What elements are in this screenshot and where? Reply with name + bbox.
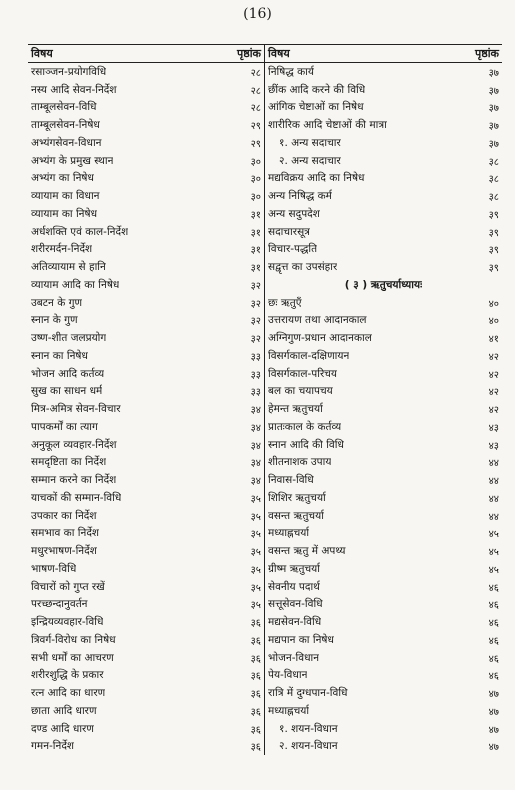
toc-entry — [265, 596, 502, 614]
entry-page: ४७ — [488, 724, 499, 736]
toc-entry — [28, 649, 264, 667]
entry-page: ३६ — [250, 724, 261, 736]
toc-entry — [28, 294, 264, 312]
toc-entry — [265, 294, 502, 312]
entry-page: ४२ — [488, 405, 499, 417]
entry-title: वसन्त ऋतुचर्या — [268, 509, 324, 522]
entry-page: ४३ — [488, 440, 499, 452]
toc-entry — [265, 418, 502, 436]
entry-page: ३६ — [250, 689, 261, 701]
entry-title: रसाञ्जन-प्रयोगविधि — [31, 65, 107, 78]
entry-page: ३९ — [488, 245, 499, 257]
entry-title: हेमन्त ऋतुचर्या — [268, 403, 323, 416]
entry-title: नस्य आदि सेवन-निर्देश — [31, 83, 117, 96]
entry-title: आंगिक चेष्टाओं का निषेध — [268, 101, 364, 114]
toc-entry — [265, 471, 502, 489]
toc-entry — [28, 347, 264, 365]
entry-page: ३७ — [488, 103, 499, 115]
toc-entry — [28, 542, 264, 560]
entry-page: ३६ — [250, 706, 261, 718]
toc-entry — [28, 684, 264, 702]
entry-title: छींक आदि करने की विधि — [268, 83, 366, 96]
entry-title: अभ्यंगसेवन-विधान — [31, 136, 102, 149]
toc-entry — [28, 525, 264, 543]
toc-entry — [265, 684, 502, 702]
entry-title: व्यायाम का निषेध — [31, 207, 98, 220]
entry-title: अतिव्यायाम से हानि — [31, 261, 106, 274]
toc-entry — [265, 542, 502, 560]
entry-page: ३२ — [250, 316, 261, 328]
entry-page: ३० — [250, 192, 261, 204]
entry-title: वसन्त ऋतु में अपथ्य — [268, 545, 346, 558]
entry-page: ३५ — [250, 582, 261, 594]
toc-entry — [28, 418, 264, 436]
entry-title: सेवनीय पदार्थ — [268, 580, 320, 593]
toc-entry — [28, 276, 264, 294]
entry-title: ( ३ ) ऋतुचर्याध्यायः — [344, 278, 423, 291]
toc-entry — [265, 134, 502, 152]
entry-page: ४१ — [488, 334, 499, 346]
entry-title: मद्यसेवन-विधि — [268, 616, 322, 629]
toc-entry — [265, 507, 502, 525]
entry-title: निषिद्ध कार्य — [268, 65, 314, 78]
toc-entry — [28, 454, 264, 472]
entry-title: सम्मान करने का निर्देश — [31, 474, 117, 487]
entry-title: ताम्बूलसेवन-निषेध — [31, 119, 100, 132]
entry-page: ३५ — [250, 547, 261, 559]
entry-page: ३३ — [250, 369, 261, 381]
toc-entry — [28, 81, 264, 99]
entry-title: २. अन्य सदाचार — [279, 154, 341, 167]
toc-entry — [265, 383, 502, 401]
entry-title: अनुकूल व्यवहार-निर्देश — [31, 438, 117, 451]
entry-title: दण्ड आदि धारण — [31, 722, 94, 735]
entry-title: विचार-पद्धति — [268, 243, 318, 256]
entry-title: उत्तरायण तथा आदानकाल — [268, 314, 367, 327]
entry-title: शरीरमर्दन-निर्देश — [31, 243, 93, 256]
entry-title: रात्रि में दुग्धपान-विधि — [268, 687, 348, 700]
entry-page: ३७ — [488, 121, 499, 133]
toc-entry — [265, 63, 502, 81]
toc-entry — [265, 99, 502, 117]
entry-page: ३६ — [250, 635, 261, 647]
entry-page: ३५ — [250, 600, 261, 612]
entry-title: शीतनाशक उपाय — [268, 456, 332, 469]
entry-title: भाषण-विधि — [31, 562, 77, 575]
entry-title: १. अन्य सदाचार — [279, 136, 341, 149]
entry-title: सदाचारसूत्र — [268, 225, 310, 238]
entry-title: गमन-निर्देश — [31, 740, 75, 753]
entry-page: ३० — [250, 174, 261, 186]
toc-entry — [265, 667, 502, 685]
toc-entry — [265, 312, 502, 330]
toc-entry — [28, 258, 264, 276]
entry-title: निवास-विधि — [268, 474, 314, 487]
toc-entry — [28, 152, 264, 170]
entry-title: मद्यविक्रय आदि का निषेध — [268, 172, 365, 185]
toc-entry — [265, 205, 502, 223]
toc-entry — [265, 720, 502, 738]
entry-title: सभी धर्मों का आचरण — [31, 651, 114, 664]
entry-page: ३१ — [250, 263, 261, 275]
entry-page: ३४ — [250, 458, 261, 470]
toc-left-column — [28, 45, 265, 755]
toc-right-rows — [265, 63, 502, 755]
toc-entry — [28, 578, 264, 596]
entry-title: सत्तूसेवन-विधि — [268, 598, 323, 611]
entry-title: मद्यपान का निषेध — [268, 633, 334, 646]
toc-entry — [265, 649, 502, 667]
entry-title: व्यायाम का विधान — [31, 190, 100, 203]
entry-page: ४० — [488, 316, 499, 328]
entry-title: समभाव का निर्देश — [31, 527, 100, 540]
toc-entry — [28, 471, 264, 489]
entry-title: शिशिर ऋतुचर्या — [268, 491, 326, 504]
entry-title: स्नान आदि की विधि — [268, 438, 344, 451]
entry-title: पेय-विधान — [268, 669, 308, 682]
entry-page: ४२ — [488, 387, 499, 399]
toc-entry — [265, 702, 502, 720]
entry-page: ३० — [250, 156, 261, 168]
toc-entry — [265, 489, 502, 507]
entry-page: ३३ — [250, 351, 261, 363]
entry-title: शारीरिक आदि चेष्टाओं की मात्रा — [268, 119, 387, 132]
entry-title: विचारों को गुप्त रखें — [31, 580, 105, 593]
entry-title: भोजन-विधान — [268, 651, 320, 664]
entry-page: ३६ — [250, 618, 261, 630]
entry-title: शरीरशुद्धि के प्रकार — [31, 669, 104, 682]
toc-entry — [265, 365, 502, 383]
entry-title: परच्छन्दानुवर्तन — [31, 598, 88, 611]
toc-entry — [265, 81, 502, 99]
entry-page: ३८ — [488, 192, 499, 204]
entry-title: उबटन के गुण — [31, 296, 83, 309]
entry-title: बल का चयापचय — [268, 385, 333, 398]
toc-header — [28, 45, 264, 63]
entry-page: ४५ — [488, 547, 499, 559]
entry-title: अन्य निषिद्ध कर्म — [268, 190, 332, 203]
entry-page: ४४ — [488, 458, 499, 470]
entry-title: अग्निगुण-प्रधान आदानकाल — [268, 332, 372, 345]
page-number: (16) — [243, 6, 272, 22]
entry-page: ३७ — [488, 85, 499, 97]
entry-page: ३२ — [250, 334, 261, 346]
entry-title: छाता आदि धारण — [31, 704, 97, 717]
entry-title: त्रिवर्ग-विरोध का निषेध — [31, 633, 116, 646]
entry-page: २९ — [250, 121, 261, 133]
entry-title: छः ऋतुएँ — [268, 296, 302, 309]
entry-title: ग्रीष्म ऋतुचर्या — [268, 562, 320, 575]
entry-title: अन्य सदुपदेश — [268, 207, 320, 220]
entry-page: ४७ — [488, 742, 499, 754]
entry-page: ३६ — [250, 742, 261, 754]
entry-title: २. शयन-विधान — [279, 740, 338, 753]
entry-title: याचकों की सम्मान-विधि — [31, 491, 122, 504]
entry-page: ४० — [488, 298, 499, 310]
toc-entry — [265, 560, 502, 578]
toc-entry — [265, 578, 502, 596]
entry-page: ३४ — [250, 422, 261, 434]
entry-title: प्रातःकाल के कर्तव्य — [268, 420, 342, 433]
toc-entry — [265, 613, 502, 631]
entry-title: स्नान का निषेध — [31, 349, 88, 362]
toc-entry — [265, 454, 502, 472]
entry-page: ४४ — [488, 493, 499, 505]
toc-entry — [28, 205, 264, 223]
entry-page: ३८ — [488, 156, 499, 168]
entry-page: ३५ — [250, 493, 261, 505]
toc-entry — [28, 365, 264, 383]
toc-entry — [265, 347, 502, 365]
entry-page: ३५ — [250, 529, 261, 541]
entry-page: ३९ — [488, 263, 499, 275]
toc-entry — [28, 116, 264, 134]
toc-entry — [28, 400, 264, 418]
entry-page: ४६ — [488, 653, 499, 665]
entry-title: मध्याह्नचर्या — [268, 704, 310, 717]
entry-page: ४५ — [488, 564, 499, 576]
entry-title: उपकार का निर्देश — [31, 509, 97, 522]
entry-page: ४३ — [488, 422, 499, 434]
entry-page: ४६ — [488, 600, 499, 612]
entry-page: ४४ — [488, 476, 499, 488]
entry-page: २८ — [250, 103, 261, 115]
entry-title: ताम्बूलसेवन-विधि — [31, 101, 97, 114]
toc-entry — [265, 152, 502, 170]
entry-page: ४७ — [488, 706, 499, 718]
entry-page: ४६ — [488, 618, 499, 630]
toc-entry — [265, 400, 502, 418]
toc-entry — [28, 738, 264, 756]
toc-entry — [28, 223, 264, 241]
toc-entry — [265, 329, 502, 347]
entry-page: २८ — [250, 67, 261, 79]
entry-title: अभ्यंग का निषेध — [31, 172, 94, 185]
entry-page: ३९ — [488, 209, 499, 221]
entry-page: ३६ — [250, 671, 261, 683]
toc-entry — [28, 436, 264, 454]
entry-title: अर्धशक्ति एवं काल-निर्देश — [31, 225, 129, 238]
entry-title: रत्न आदि का धारण — [31, 687, 106, 700]
toc-entry — [265, 116, 502, 134]
toc-left-rows — [28, 63, 264, 755]
entry-page: ४६ — [488, 671, 499, 683]
entry-page: ४६ — [488, 582, 499, 594]
entry-page: ३२ — [250, 280, 261, 292]
toc-entry — [28, 613, 264, 631]
toc-entry — [28, 329, 264, 347]
toc-entry — [28, 631, 264, 649]
entry-title: स्नान के गुण — [31, 314, 78, 327]
toc-entry — [28, 134, 264, 152]
entry-page: ४६ — [488, 635, 499, 647]
toc-entry — [28, 99, 264, 117]
entry-page: ३१ — [250, 245, 261, 257]
entry-page: ४२ — [488, 351, 499, 363]
toc-entry — [265, 436, 502, 454]
entry-title: १. शयन-विधान — [279, 722, 338, 735]
toc-entry — [265, 241, 502, 259]
toc-entry — [28, 507, 264, 525]
toc-entry — [28, 170, 264, 188]
entry-page: ३५ — [250, 511, 261, 523]
toc-header — [265, 45, 502, 63]
entry-page: ३९ — [488, 227, 499, 239]
entry-title: मधुरभाषण-निर्देश — [31, 545, 97, 558]
entry-page: ३७ — [488, 67, 499, 79]
entry-page: ३४ — [250, 405, 261, 417]
entry-page: ३४ — [250, 476, 261, 488]
toc-entry — [28, 560, 264, 578]
entry-page: ३५ — [250, 564, 261, 576]
toc-entry — [28, 312, 264, 330]
toc-entry — [28, 63, 264, 81]
section-heading — [265, 276, 502, 294]
entry-page: ३४ — [250, 440, 261, 452]
toc-entry — [28, 187, 264, 205]
header-subject: विषय — [268, 47, 290, 60]
toc-entry — [28, 489, 264, 507]
entry-page: ३१ — [250, 209, 261, 221]
entry-page: ४२ — [488, 369, 499, 381]
entry-page: २८ — [250, 85, 261, 97]
entry-title: मध्याह्नचर्या — [268, 527, 310, 540]
header-page: पृष्ठांक — [474, 47, 499, 60]
toc-entry — [28, 383, 264, 401]
toc-entry — [265, 738, 502, 756]
entry-page: ४५ — [488, 529, 499, 541]
entry-page: ३१ — [250, 227, 261, 239]
toc-entry — [28, 702, 264, 720]
entry-page: ४४ — [488, 511, 499, 523]
entry-title: विसर्गकाल-परिचय — [268, 367, 337, 380]
toc-entry — [265, 170, 502, 188]
toc-entry — [265, 631, 502, 649]
toc-entry — [265, 223, 502, 241]
entry-title: इन्द्रियव्यवहार-विधि — [31, 616, 104, 629]
header-subject: विषय — [31, 47, 53, 60]
entry-page: ३३ — [250, 387, 261, 399]
header-page: पृष्ठांक — [236, 47, 261, 60]
entry-page: ३८ — [488, 174, 499, 186]
entry-title: पापकर्मों का त्याग — [31, 420, 98, 433]
table-of-contents — [28, 44, 502, 755]
entry-title: व्यायाम आदि का निषेध — [31, 278, 120, 291]
entry-title: सुख का साधन धर्म — [31, 385, 103, 398]
entry-title: भोजन आदि कर्तव्य — [31, 367, 105, 380]
toc-right-column — [265, 45, 502, 755]
toc-entry — [28, 667, 264, 685]
toc-entry — [265, 187, 502, 205]
entry-page: ३२ — [250, 298, 261, 310]
entry-page: ४७ — [488, 689, 499, 701]
entry-title: उष्ण-शीत जलप्रयोग — [31, 332, 107, 345]
toc-entry — [28, 241, 264, 259]
toc-entry — [265, 525, 502, 543]
toc-entry — [28, 720, 264, 738]
entry-title: समदृष्टिता का निर्देश — [31, 456, 107, 469]
toc-entry — [265, 258, 502, 276]
entry-page: ३६ — [250, 653, 261, 665]
entry-page: ३७ — [488, 138, 499, 150]
entry-page: २९ — [250, 138, 261, 150]
entry-title: अभ्यंग के प्रमुख स्थान — [31, 154, 114, 167]
entry-title: सद्वृत्त का उपसंहार — [268, 261, 338, 274]
entry-title: विसर्गकाल-दक्षिणायन — [268, 349, 350, 362]
toc-entry — [28, 596, 264, 614]
entry-title: मित्र-अमित्र सेवन-विचार — [31, 403, 121, 416]
